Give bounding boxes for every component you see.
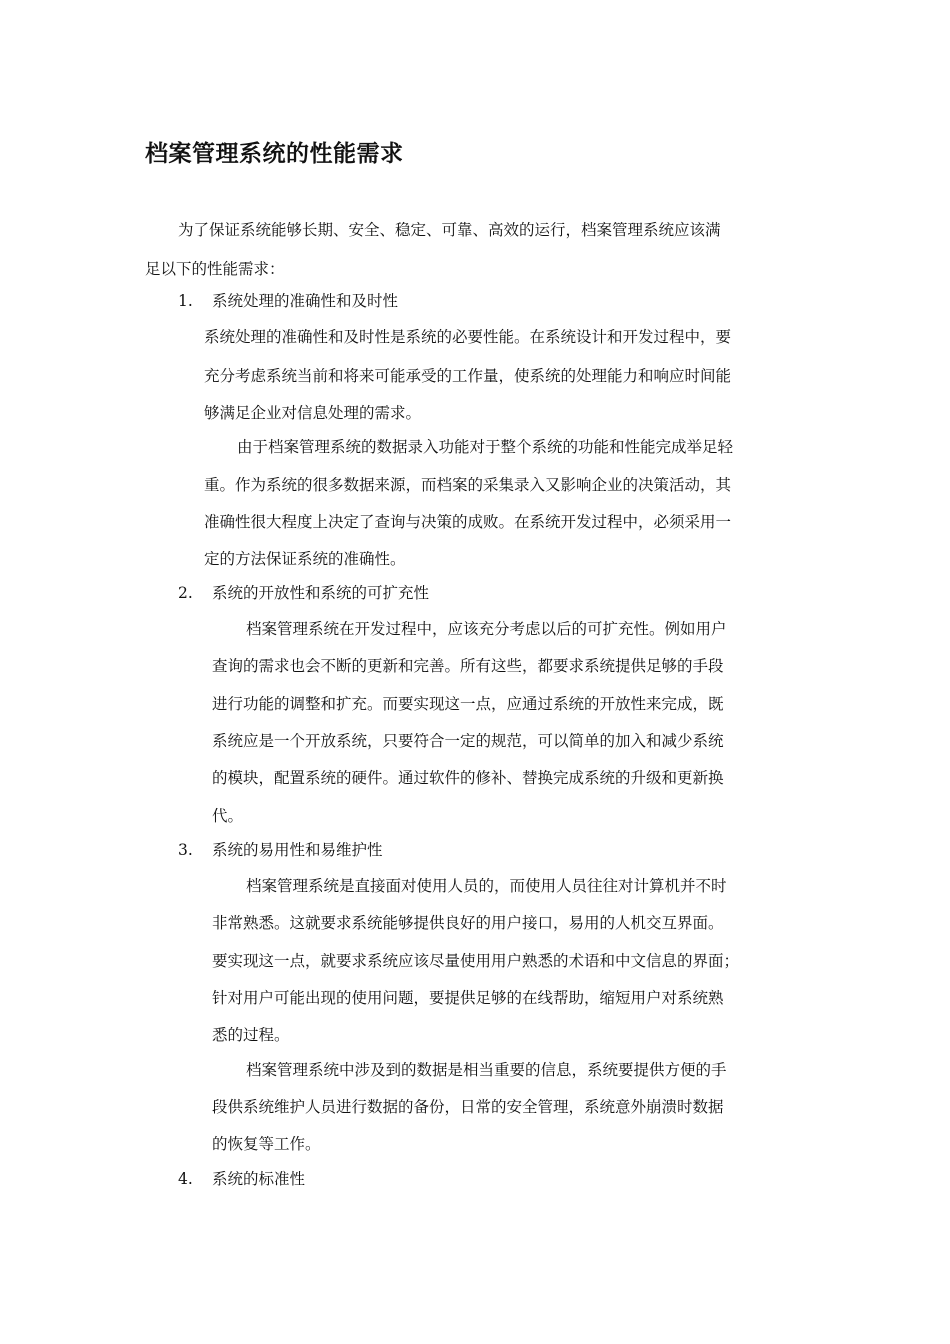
section-heading-text: 系统的易用性和易维护性 bbox=[212, 841, 383, 859]
paragraph-line: 非常熟悉。这就要求系统能够提供良好的用户接口，易用的人机交互界面。 bbox=[212, 914, 724, 932]
paragraph-line: 悉的过程。 bbox=[212, 1026, 290, 1044]
section-heading bbox=[178, 583, 429, 603]
intro-line: 足以下的性能需求： bbox=[145, 260, 285, 278]
paragraph-line: 段供系统维护人员进行数据的备份，日常的安全管理，系统意外崩溃时数据 bbox=[212, 1098, 724, 1116]
section-heading-text: 系统的开放性和系统的可扩充性 bbox=[212, 584, 430, 602]
section-heading bbox=[178, 291, 398, 311]
paragraph-line: 定的方法保证系统的准确性。 bbox=[204, 550, 406, 568]
section-number: 2. bbox=[178, 584, 193, 602]
section-heading-text: 系统的标准性 bbox=[212, 1170, 306, 1188]
paragraph-line: 充分考虑系统当前和将来可能承受的工作量，使系统的处理能力和响应时间能 bbox=[204, 367, 732, 385]
paragraph-line: 够满足企业对信息处理的需求。 bbox=[204, 404, 422, 422]
paragraph-line: 系统处理的准确性和及时性是系统的必要性能。在系统设计和开发过程中，要 bbox=[204, 328, 732, 346]
paragraph-line: 代。 bbox=[212, 807, 244, 825]
paragraph-line: 准确性很大程度上决定了查询与决策的成败。在系统开发过程中，必须采用一 bbox=[204, 513, 732, 531]
paragraph-line: 的恢复等工作。 bbox=[212, 1135, 321, 1153]
paragraph-line: 的模块，配置系统的硬件。通过软件的修补、替换完成系统的升级和更新换 bbox=[212, 769, 724, 787]
paragraph-line: 由于档案管理系统的数据录入功能对于整个系统的功能和性能完成举足轻 bbox=[237, 438, 734, 456]
paragraph-line: 重。作为系统的很多数据来源，而档案的采集录入又影响企业的决策活动，其 bbox=[204, 476, 732, 494]
paragraph-line: 针对用户可能出现的使用问题，要提供足够的在线帮助，缩短用户对系统熟 bbox=[212, 989, 724, 1007]
paragraph-line: 档案管理系统在开发过程中，应该充分考虑以后的可扩充性。例如用户 bbox=[246, 620, 727, 638]
section-number: 1. bbox=[178, 292, 193, 310]
section-heading bbox=[178, 1169, 305, 1189]
paragraph-line: 系统应是一个开放系统，只要符合一定的规范，可以简单的加入和减少系统 bbox=[212, 732, 724, 750]
page-title: 档案管理系统的性能需求 bbox=[145, 141, 404, 167]
section-heading-text: 系统处理的准确性和及时性 bbox=[212, 292, 399, 310]
paragraph-line: 进行功能的调整和扩充。而要实现这一点，应通过系统的开放性来完成，既 bbox=[212, 695, 724, 713]
section-heading bbox=[178, 840, 383, 860]
section-number: 3. bbox=[178, 841, 193, 859]
section-number: 4. bbox=[178, 1170, 193, 1188]
paragraph-line: 查询的需求也会不断的更新和完善。所有这些，都要求系统提供足够的手段 bbox=[212, 657, 724, 675]
intro-line: 为了保证系统能够长期、安全、稳定、可靠、高效的运行，档案管理系统应该满 bbox=[178, 221, 721, 239]
paragraph-line: 要实现这一点，就要求系统应该尽量使用用户熟悉的术语和中文信息的界面； bbox=[212, 952, 740, 970]
paragraph-line: 档案管理系统中涉及到的数据是相当重要的信息，系统要提供方便的手 bbox=[246, 1061, 727, 1079]
paragraph-line: 档案管理系统是直接面对使用人员的，而使用人员往往对计算机并不时 bbox=[246, 877, 727, 895]
